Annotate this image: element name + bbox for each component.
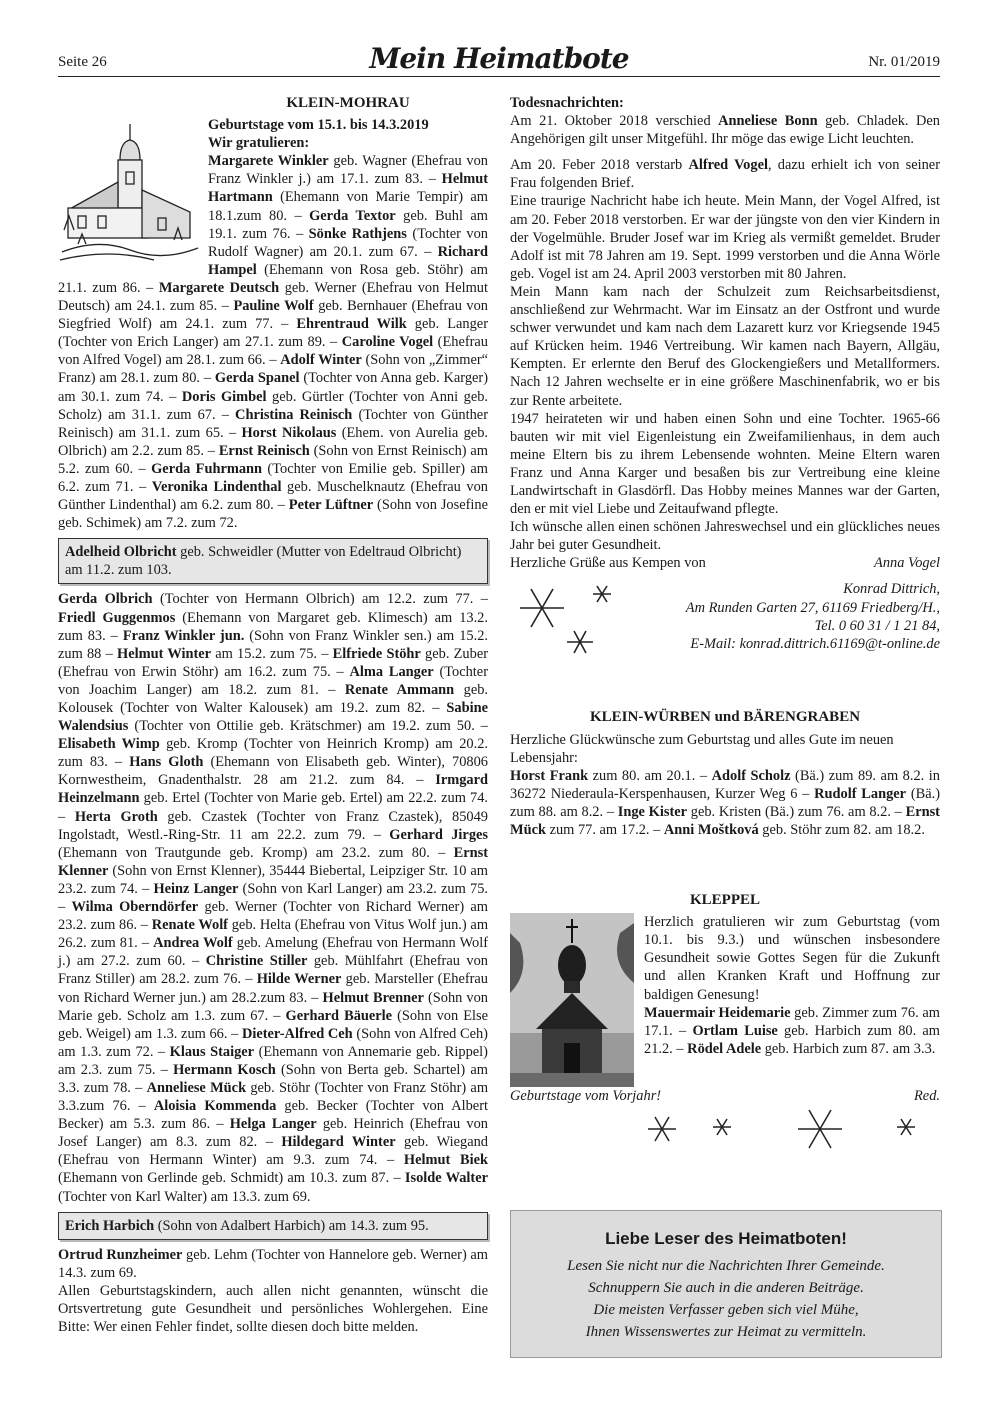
entry-name: Hermann Kosch <box>173 1061 276 1078</box>
entry-name: Gerda Spanel <box>214 370 300 387</box>
entry-text: (Ehemann von Elisabeth geb. Winter), 70806 Kornwestheim, Gnadenthalstr. 28 am 21.2. zum 84. – <box>58 754 488 789</box>
entry-name: Renate Wolf <box>151 917 228 934</box>
entry-text: (Sohn von „Zimmer“ Franz) am 28.1. zum 80. – <box>58 352 489 387</box>
entry-text: geb. Zimmer zum 76. am 17.1. – <box>644 1004 940 1039</box>
congrats-line: Wir gratulieren: <box>208 135 310 152</box>
entry-text: geb. Gürtler (Tochter von Anni geb. Scholz) am 31.1. zum 67. – <box>58 388 488 423</box>
entry-text: (Ehemann von Margaret geb. Klimesch) am 13.2. zum 83. – <box>58 609 488 644</box>
entry-name: Aloisia Kommenda <box>153 1098 277 1115</box>
entry-name: Ernst Reinisch <box>218 442 310 459</box>
entry-text: (Ehem. von Aurelia geb. Olbrich) am 2.2. zum 85. – <box>58 424 488 459</box>
entry-text: (Sohn von Alfred Ceh) am 1.3. zum 72. – <box>58 1025 488 1060</box>
entry-name: Veronika Lindenthal <box>151 478 282 495</box>
letter-paragraph: 1947 heirateten wir und haben einen Sohn und eine Tochter. 1965-66 bauten wir mit viel Eigenleistung ein Zweifamilienhaus, in dem auch meine Eltern bis zu ihrem Lebensende wohnten. Meine Eltern waren Franz und Anna Karger und besaßen bis zur Vertreibung eine kleine Landwirtschaft in Glasdörfl. Das Hobby meines Mannes war der Garten, den er mit viel Liebe und Zeitaufwand pflegte. <box>510 410 940 518</box>
entry-text: (Ehemann von Trautgunde geb. Kromp) am 23.2. zum 80. – <box>58 844 454 861</box>
entry-name: Hans Gloth <box>129 754 204 771</box>
entry-name: Helmut Biek <box>403 1152 488 1169</box>
entry-text: geb. Heinrich (Ehefrau von Josef Langer) am 8.3. zum 82. – <box>58 1116 488 1151</box>
entry-text: geb. Kolousek (Tochter von Walter Kalousek) am 19.2. zum 82. – <box>58 681 489 716</box>
obituary-title: Todesnachrichten: <box>510 95 624 111</box>
entry-text: (Tochter von Emilie geb. Spiller) am 6.2. zum 71. – <box>58 460 488 495</box>
page-header <box>58 42 940 77</box>
entry-text: (Tochter von Rudolf Wagner) am 20.1. zum 67. – <box>208 225 488 260</box>
entry-text: geb. Amelung (Ehefrau von Hermann Wolf j.) am 27.2. zum 60. – <box>58 935 489 970</box>
entry-text: geb. Mühlfahrt (Ehefrau von Franz Stiller) am 28.2. zum 76. – <box>58 953 489 988</box>
entry-name: Gerda Textor <box>309 207 396 224</box>
entry-name: Anni Moštková <box>663 822 759 838</box>
entry-name: Sabine Walendsius <box>58 700 488 735</box>
birthday-heading: Geburtstage vom 15.1. bis 14.3.2019 <box>208 117 429 134</box>
entry-name: Wilma Oberndörfer <box>71 899 199 916</box>
entry-name: Adolf Winter <box>280 352 362 369</box>
entry-name: Helga Langer <box>229 1116 317 1133</box>
church-illustration <box>58 120 200 273</box>
entry-name: Renate Ammann <box>344 681 455 698</box>
entry-text: geb. Helta (Ehefrau von Vitus Wolf jun.) am 26.2. zum 81. – <box>58 917 489 952</box>
entry-name: Andrea Wolf <box>153 935 233 952</box>
entry-name: Margarete Deutsch <box>158 279 280 296</box>
entry-text: geb. Wiegand (Ehefrau von Hermann Winter) am 9.3. zum 74. – <box>58 1134 488 1169</box>
kleppel-note: Geburtstage vom Vorjahr! Red. <box>510 1088 940 1105</box>
entry-name: Ernst Klenner <box>58 844 488 879</box>
entry-text: (Sohn von Marie geb. Scholz am 1.3. zum 67. – <box>58 989 489 1024</box>
entry-name: Heinz Langer <box>153 880 239 897</box>
letter-paragraph: Ich wünsche allen einen schönen Jahreswechsel und ein glückliches neues Jahr bei guter Gesundheit. <box>510 519 940 554</box>
entry-text: geb. Langer (Tochter von Erich Langer) am 27.1. zum 89. – <box>58 316 488 351</box>
entry-name: Elisabeth Wimp <box>58 736 160 753</box>
snowflake-icon <box>510 580 640 662</box>
entry-text: geb. Werner (Tochter von Richard Werner) am 23.2. zum 86. – <box>58 899 488 934</box>
entry-text: (Sohn von Ernst Klenner), 35444 Biebertal, Leipziger Str. 10 am 23.2. zum 74. – <box>58 862 488 897</box>
highlight-box-1 <box>58 538 488 584</box>
entry-name: Ehrentraud Wilk <box>296 316 407 333</box>
reader-promo-box <box>510 1210 942 1358</box>
entry-text: geb. Kristen (Bä.) zum 76. am 8.2. – <box>687 803 906 820</box>
entry-name: Dieter-Alfred Ceh <box>241 1025 353 1042</box>
masthead-title: Mein Heimatbote <box>369 42 629 75</box>
entry-text: (Tochter von Hermann Olbrich) am 12.2. zum 77. – <box>152 591 488 608</box>
issue-number: Nr. 01/2019 <box>868 54 940 70</box>
entry-text: geb. Stöhr (Tochter von Franz Stöhr) am 3.3.zum 76. – <box>58 1079 489 1115</box>
right-column <box>510 94 940 1160</box>
chapel-photo <box>510 913 634 1087</box>
entry-name: Hilde Werner <box>256 971 342 988</box>
entry-text: am 15.2. zum 75. – <box>211 645 333 662</box>
entry-name: Sönke Rathjens <box>308 225 407 242</box>
birthday-list-kleppel <box>644 1004 940 1058</box>
kleppel-block <box>510 913 940 1087</box>
highlight-name: Adelheid Olbricht <box>65 544 177 561</box>
entry-name: Horst Frank <box>510 767 589 784</box>
last-entry <box>58 1246 488 1282</box>
promo-title: Liebe Leser des Heimatboten! <box>605 1229 847 1248</box>
entry-text: (Ehemann von Gerlinde geb. Schmidt) am 10.3. zum 87. – <box>58 1170 405 1187</box>
kleppel-text <box>644 913 940 1087</box>
highlight-text: geb. Schweidler (Mutter von Edeltraud Olbricht) am 11.2. zum 103. <box>65 544 462 579</box>
entry-text: zum 80. am 20.1. – <box>588 767 712 784</box>
highlight-text: (Sohn von Adalbert Harbich) am 14.3. zum 95. <box>154 1217 429 1234</box>
entry-name: Adolf Scholz <box>711 767 791 784</box>
entry-name: Klaus Staiger <box>169 1043 255 1060</box>
section-title-kleppel: KLEPPEL <box>689 892 760 909</box>
entry-name: Gerhard Jirges <box>389 826 488 843</box>
entry-name: Christine Stiller <box>205 953 308 970</box>
closing-text: Allen Geburtstagskindern, auch allen nicht genannten, wünscht die Ortsvertretung gute Gesundheit und persönliches Wohlergehen. Eine Bitte: Wer einen Fehler findet, sollte diesen doch bitte melden. <box>58 1282 488 1336</box>
entry-name: Hildegard Winter <box>281 1134 396 1151</box>
letter-paragraph: Mein Mann kam nach der Schulzeit zum Reichsarbeitsdienst, anschließend zur Wehrmacht. War im Einsatz an der Ostfront und wurde schwer verwundet und kam nach dem Lazarett kurz vor Kriegsende 1945 auf Krücken heim. 1946 Vertreibung. Wir kamen nach Bayern, Allgäu, Kempten. Er erlernte den Beruf des Glockengießers und Metallformers. Nach 12 Jahren wechselte er in eine größere Maschinenfabrik, wo er bis zur Rente arbeitete. <box>510 283 940 409</box>
entry-text: (Tochter von Anna geb. Karger) am 30.1. zum 74. – <box>58 370 488 405</box>
entry-text: (Sohn von Franz Winkler sen.) am 15.2. zum 88 – <box>58 627 488 662</box>
letter-paragraph: Eine traurige Nachricht habe ich heute. Mein Mann, der Vogel Alfred, ist am 20. Feber 2018 verstorben. Er war der jüngste von den vier Kindern in der Vogelmühle. Bruder Josef war im Krieg als vermißt gemeldet. Bruder Adolf ist mit 78 Jahren am 19. Sept. 1999 verstorben und die Anna Wörle geb. Vogel ist am 24. April 2003 verstorben mit 80 Jahren. <box>510 193 940 282</box>
left-column <box>58 94 488 1336</box>
entry-text: geb. Muschelknautz (Ehefrau von Günther Lindenthal) am 6.2. zum 80. – <box>58 478 489 514</box>
entry-name: Peter Lüftner <box>288 497 374 514</box>
entry-name: Inge Kister <box>617 803 688 820</box>
promo-line: Schnuppern Sie auch in die anderen Beiträge. <box>588 1280 864 1296</box>
wuerben-intro: Herzliche Glückwünsche zum Geburtstag und alles Gute im neuen Lebensjahr: <box>510 731 894 766</box>
entry-name: Pauline Wolf <box>233 298 314 315</box>
entry-text: (Sohn von Josefine geb. Schimek) am 7.2. zum 72. <box>58 497 488 532</box>
entry-text: (Ehemann von Rosa geb. Stöhr) am 21.1. zum 86. – <box>58 261 488 296</box>
entry-text: (Tochter von Karl Walter) am 13.3. zum 69. <box>58 1188 311 1205</box>
entry-text: geb. Buhl am 19.1. zum 76. – <box>208 207 488 242</box>
entry-name: Gerda Fuhrmann <box>151 460 263 477</box>
entry-name: Gerhard Bäuerle <box>285 1007 393 1024</box>
highlight-box-2 <box>58 1212 488 1240</box>
entry-name: Horst Nikolaus <box>241 424 337 441</box>
birthday-list-wuerben <box>510 767 940 839</box>
entry-name: Rödel Adele <box>687 1040 762 1057</box>
entry-text: geb. Zuber (Ehefrau von Erwin Stöhr) am 16.2. zum 75. – <box>58 645 488 680</box>
highlight-name: Erich Harbich <box>65 1217 155 1234</box>
entry-text: (Tochter von Günther Reinisch) am 31.1. zum 65. – <box>58 406 488 441</box>
entry-name: Christina Reinisch <box>235 406 353 423</box>
entry-name: Franz Winkler jun. <box>122 627 245 644</box>
entry-text: (Sohn von Ernst Reinisch) am 5.2. zum 60. – <box>58 442 489 477</box>
entry-name: Ortrud Runzheimer <box>58 1246 183 1263</box>
entry-text: geb. Becker (Tochter von Albert Becker) am 5.3. zum 86. – <box>58 1098 488 1133</box>
entry-text: geb. Bernhauer (Ehefrau von Siegfried Wolf) am 24.1. zum 77. – <box>58 298 489 333</box>
entry-text: (Bä.) zum 88. am 8.2. – <box>510 785 941 820</box>
section-title-wuerben: KLEIN-WÜRBEN und BÄRENGRABEN <box>589 709 861 726</box>
promo-line: Lesen Sie nicht nur die Nachrichten Ihrer Gemeinde. <box>567 1258 885 1274</box>
contact-block <box>510 580 940 662</box>
entry-text: geb. Stöhr zum 82. am 18.2. <box>758 822 925 838</box>
entry-name: Friedl Guggenmos <box>58 609 176 626</box>
entry-text: (Tochter von Ottilie geb. Krätschmer) am 19.2. zum 50. – <box>128 718 488 735</box>
entry-name: Alma Langer <box>349 663 434 680</box>
entry-name: Irmgard Heinzelmann <box>58 772 488 807</box>
entry-name: Isolde Walter <box>404 1170 488 1187</box>
entry-text: geb. Ertel (Tochter von Marie geb. Ertel) am 22.2. zum 74. – <box>58 790 488 825</box>
entry-text: geb. Harbich zum 87. am 3.3. <box>761 1040 936 1057</box>
promo-line: Ihnen Wissenswertes zur Heimat zu vermitteln. <box>585 1324 867 1340</box>
contact-lines: Konrad Dittrich, Am Runden Garten 27, 61169 Friedberg/H., Tel. 0 60 31 / 1 21 84, E-Mail: konrad.dittrich.61169@t-online.de <box>510 580 940 652</box>
entry-text: (Sohn von Else geb. Weigel) am 1.3. zum 66. – <box>58 1007 488 1042</box>
entry-name: Mauermair Heidemarie <box>644 1004 791 1021</box>
entry-text: geb. Wagner (Ehefrau von Franz Winkler j.) am 17.1. zum 83. – <box>208 153 489 188</box>
obituary-paragraph: Am 21. Oktober 2018 verschied Anneliese Bonn geb. Chladek. Den Angehörigen gilt unser Mitgefühl. Ihr möge das ewige Licht leuchten. <box>510 113 941 148</box>
entry-name: Ortlam Luise <box>692 1022 778 1039</box>
entry-name: Margarete Winkler <box>208 153 329 170</box>
entry-name: Rudolf Langer <box>814 785 907 802</box>
entry-name: Herta Groth <box>74 808 158 825</box>
entry-text: geb. Marsteller (Ehefrau von Richard Werner jun.) am 28.2.zum 83. – <box>58 971 488 1006</box>
entry-name: Helmut Brenner <box>322 989 424 1006</box>
entry-name: Doris Gimbel <box>181 388 267 405</box>
entry-text: geb. Werner (Ehefrau von Helmut Deutsch) am 24.1. zum 85. – <box>58 279 488 315</box>
entry-name: Anneliese Mück <box>146 1079 247 1096</box>
birthday-list-2 <box>58 590 488 1205</box>
entry-text: (Ehefrau von Alfred Vogel) am 28.1. zum 66. – <box>58 334 488 369</box>
entry-name: Helmut Winter <box>117 645 212 662</box>
entry-text: geb. Harbich zum 80. am 21.2. – <box>644 1022 941 1057</box>
snowflake-row-icon <box>640 1105 940 1155</box>
entry-text: (Ehemann von Marie Tempir) am 18.1.zum 80. – <box>208 189 488 224</box>
section-title-klein-mohrau: KLEIN-MOHRAU <box>286 95 410 111</box>
entry-text: geb. Lehm (Tochter von Hannelore geb. Werner) am 14.3. zum 69. <box>58 1246 488 1281</box>
entry-text: zum 77. am 17.2. – <box>545 822 664 838</box>
entry-text: geb. Czastek (Tochter von Franz Czastek), 85049 Ingolstadt, Westl.-Ring-Str. 11 am 22.2. zum 79. – <box>58 808 488 843</box>
entry-name: Caroline Vogel <box>341 334 434 351</box>
entry-name: Helmut Hartmann <box>208 171 488 206</box>
entry-name: Elfriede Stöhr <box>332 645 421 662</box>
page-number: Seite 26 <box>58 54 107 70</box>
entry-text: (Sohn von Berta geb. Schartel) am 3.3. zum 78. – <box>58 1061 488 1096</box>
entry-text: (Sohn von Karl Langer) am 23.2. zum 75. – <box>58 880 488 916</box>
letter-greeting: Herzliche Grüße aus Kempen von Anna Vogel <box>510 555 940 572</box>
entry-name: Ernst Mück <box>510 803 940 838</box>
email-link[interactable]: E-Mail: konrad.dittrich.61169@t-online.de <box>690 635 940 652</box>
promo-line: Die meisten Verfasser geben sich viel Mühe, <box>593 1302 859 1318</box>
obituary-paragraph: Am 20. Feber 2018 verstarb Alfred Vogel, dazu erhielt ich von seiner Frau folgenden Brief. <box>510 157 940 192</box>
entry-text: (Bä.) zum 89. am 8.2. in 36272 Niederaula-Kerspenhausen, Kurzer Weg 6 – <box>510 767 940 802</box>
entry-text: (Tochter von Joachim Langer) am 18.2. zum 81. – <box>58 663 488 698</box>
entry-text: geb. Kromp (Tochter von Heinrich Kromp) am 20.2. zum 83. – <box>58 736 488 771</box>
entry-name: Gerda Olbrich <box>58 591 153 608</box>
letter-signature: Anna Vogel <box>874 555 940 572</box>
entry-text: (Ehemann von Annemarie geb. Rippel) am 2.3. zum 75. – <box>58 1043 488 1078</box>
kleppel-intro: Herzlich gratulieren wir zum Geburtstag (vom 10.1. bis 9.3.) und wünschen insbesondere Gesundheit sowie Gottes Segen für die Zukunft und allen Kranken Kraft und Hoffnung zur baldigen Genesung! <box>644 914 940 1003</box>
entry-name: Richard Hampel <box>208 243 488 278</box>
